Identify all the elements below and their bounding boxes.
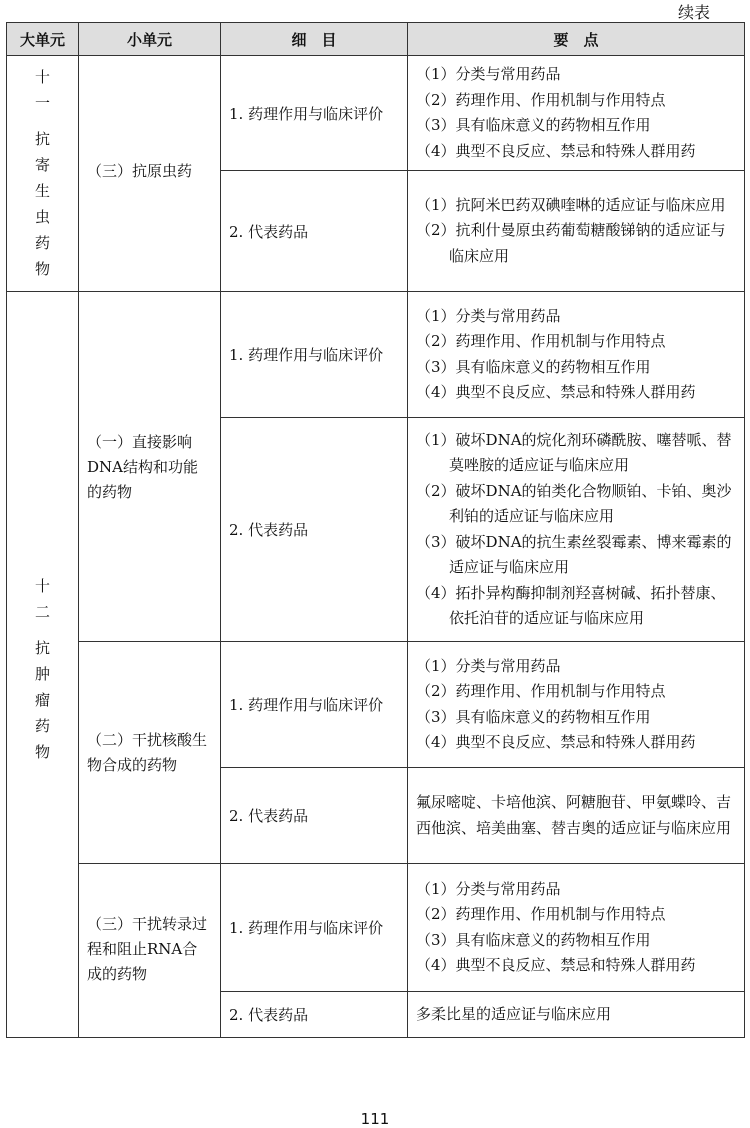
table-row — [7, 642, 745, 768]
big-unit-char: 瘤 — [34, 690, 50, 709]
big-unit-char: 一 — [34, 94, 50, 112]
big-unit-char: 肿 — [34, 664, 50, 683]
detail-cell: 2. 代表药品 — [221, 992, 408, 1038]
point-item: （4）典型不良反应、禁忌和特殊人群用药 — [416, 141, 696, 160]
big-unit-char: 十 — [34, 576, 50, 595]
big-unit-char: 物 — [34, 260, 50, 278]
detail-cell: 2. 代表药品 — [221, 171, 408, 292]
point-item: （2）药理作用、作用机制与作用特点 — [416, 90, 666, 109]
sub-unit-cell: （二）干扰核酸生物合成的药物 — [79, 642, 221, 864]
big-unit-char: 物 — [34, 742, 50, 761]
continued-label: 续表 — [677, 3, 710, 22]
table-row — [7, 292, 745, 418]
table-row — [7, 56, 745, 171]
big-unit-char: 二 — [34, 602, 50, 621]
points-cell — [408, 992, 745, 1038]
point-item: （3）具有临床意义的药物相互作用 — [416, 357, 651, 376]
point-item: （3）具有临床意义的药物相互作用 — [416, 116, 651, 134]
big-unit-char: 药 — [34, 234, 50, 252]
column-header-detail: 细 目 — [221, 23, 408, 56]
point-item: （3）具有临床意义的药物相互作用 — [416, 930, 651, 949]
point-item: （2）药理作用、作用机制与作用特点 — [416, 905, 666, 923]
point-item: （1）分类与常用药品 — [416, 656, 561, 675]
points-cell — [408, 864, 745, 992]
big-unit-char: 药 — [34, 716, 50, 735]
big-unit-char: 抗 — [34, 638, 50, 657]
sub-unit-cell: （一）直接影响DNA结构和功能的药物 — [79, 292, 221, 642]
syllabus-table — [6, 22, 745, 1038]
points-cell — [408, 56, 745, 171]
point-item: （1）破坏DNA的烷化剂环磷酰胺、噻替哌、替莫唑胺的适应证与临床应用 — [416, 430, 732, 474]
points-cell — [408, 768, 745, 864]
point-paragraph: 氟尿嘧啶、卡培他滨、阿糖胞苷、甲氨蝶呤、吉西他滨、培美曲塞、替吉奥的适应证与临床应用 — [416, 793, 732, 837]
detail-cell: 2. 代表药品 — [221, 418, 408, 642]
point-item: （2）药理作用、作用机制与作用特点 — [416, 682, 666, 700]
point-item: （4）拓扑异构酶抑制剂羟喜树碱、拓扑替康、依托泊苷的适应证与临床应用 — [416, 583, 726, 627]
page-number: 111 — [360, 1110, 390, 1128]
point-item: （1）分类与常用药品 — [416, 306, 561, 325]
big-unit-char: 抗 — [34, 130, 50, 148]
points-cell — [408, 292, 745, 418]
big-unit-char: 生 — [34, 182, 50, 200]
detail-cell: 1. 药理作用与临床评价 — [221, 864, 408, 992]
points-cell — [408, 418, 745, 642]
sub-unit-cell: （三）抗原虫药 — [79, 56, 221, 292]
sub-unit-cell: （三）干扰转录过程和阻止RNA合成的药物 — [79, 864, 221, 1038]
detail-cell: 1. 药理作用与临床评价 — [221, 642, 408, 768]
point-item: （2）破坏DNA的铂类化合物顺铂、卡铂、奥沙利铂的适应证与临床应用 — [416, 481, 732, 525]
point-item: （2）药理作用、作用机制与作用特点 — [416, 332, 666, 350]
point-item: （4）典型不良反应、禁忌和特殊人群用药 — [416, 956, 696, 974]
column-header-sub-unit: 小单元 — [79, 23, 221, 56]
big-unit-char: 十 — [34, 68, 50, 86]
column-header-points: 要 点 — [408, 23, 745, 56]
detail-cell: 1. 药理作用与临床评价 — [221, 292, 408, 418]
big-unit-char: 寄 — [34, 156, 50, 174]
points-cell — [408, 642, 745, 768]
big-unit-cell — [7, 56, 79, 292]
detail-cell: 2. 代表药品 — [221, 768, 408, 864]
point-item: （4）典型不良反应、禁忌和特殊人群用药 — [416, 383, 696, 401]
column-header-big-unit: 大单元 — [7, 23, 79, 56]
big-unit-char: 虫 — [34, 208, 50, 226]
point-paragraph: 多柔比星的适应证与临床应用 — [416, 1004, 612, 1023]
big-unit-cell — [7, 292, 79, 1038]
point-item: （2）抗利什曼原虫药葡萄糖酸锑钠的适应证与临床应用 — [416, 221, 726, 265]
point-item: （1）分类与常用药品 — [416, 65, 561, 83]
points-cell — [408, 171, 745, 292]
point-item: （4）典型不良反应、禁忌和特殊人群用药 — [416, 733, 696, 751]
table-row — [7, 864, 745, 992]
point-item: （3）具有临床意义的药物相互作用 — [416, 707, 651, 726]
point-item: （1）分类与常用药品 — [416, 879, 561, 898]
detail-cell: 1. 药理作用与临床评价 — [221, 56, 408, 171]
point-item: （1）抗阿米巴药双碘喹啉的适应证与临床应用 — [416, 195, 726, 214]
table-header-row — [7, 23, 745, 56]
point-item: （3）破坏DNA的抗生素丝裂霉素、博来霉素的适应证与临床应用 — [416, 532, 732, 576]
